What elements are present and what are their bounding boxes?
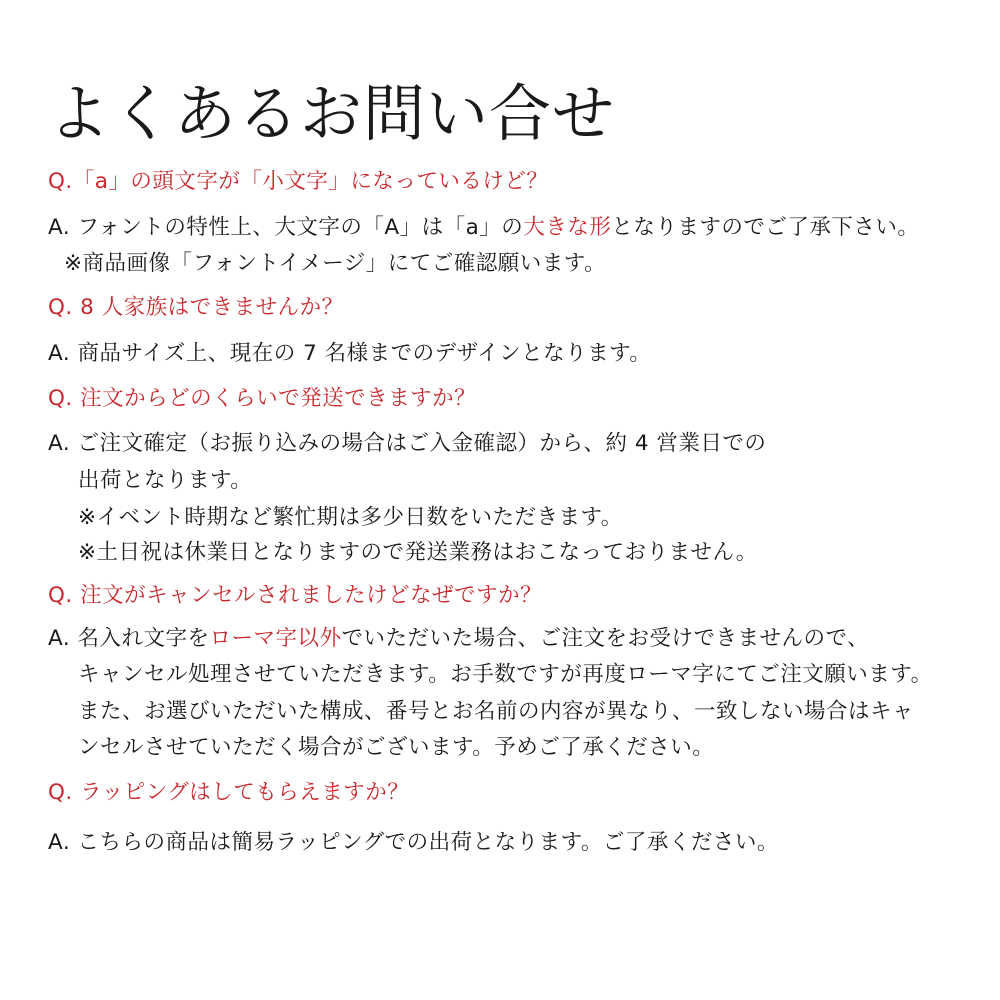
faq-answer-4-line-2: キャンセル処理させていただきます。お手数ですが再度ローマ字にてご注文願います。 — [78, 662, 933, 687]
faq-answer-4-highlight: ローマ字以外 — [209, 626, 342, 651]
faq-answer-4-line-3: また、お選びいただいた構成、番号とお名前の内容が異なり、一致しない場合はキャ — [78, 699, 915, 724]
faq-question-5: Q. ラッピングはしてもらえますか？ — [48, 780, 410, 805]
faq-answer-1-line-1 — [48, 213, 919, 243]
faq-answer-1-text-a: A. フォントの特性上、大文字の「A」は「a」の — [48, 215, 524, 240]
faq-question-4: Q. 注文がキャンセルされましたけどなぜですか？ — [48, 583, 543, 608]
faq-answer-1-highlight: 大きな形 — [523, 215, 612, 240]
faq-question-1: Q.「a」の頭文字が「小文字」になっているけど？ — [48, 169, 549, 194]
faq-answer-3-line-2: 出荷となります。 — [78, 468, 253, 493]
faq-answer-1-line-2: ※商品画像「フォントイメージ」にてご確認願います。 — [64, 251, 607, 276]
faq-question-2: Q. 8 人家族はできませんか？ — [48, 295, 344, 320]
page-title: よくあるお問い合せ — [48, 77, 616, 150]
faq-answer-4-text-a: A. 名入れ文字を — [48, 626, 210, 651]
faq-answer-5-line-1: A. こちらの商品は簡易ラッピングでの出荷となります。ご了承ください。 — [48, 830, 779, 855]
faq-answer-2-line-1: A. 商品サイズ上、現在の 7 名様までのデザインとなります。 — [48, 341, 652, 366]
faq-answer-4-text-b: でいただいた場合、ご注文をお受けできませんので、 — [341, 626, 870, 651]
faq-answer-1-text-b: となりますのでご了承下さい。 — [611, 215, 920, 240]
faq-answer-3-line-3: ※イベント時期など繁忙期は多少日数をいただきます。 — [78, 505, 623, 530]
faq-answer-3-line-4: ※土日祝は休業日となりますので発送業務はおこなっておりません。 — [78, 540, 758, 565]
faq-question-3: Q. 注文からどのくらいで発送できますか？ — [48, 386, 477, 411]
faq-answer-3-line-1: A. ご注文確定（お振り込みの場合はご入金確認）から、約 4 営業日での — [48, 431, 767, 456]
faq-answer-4-line-1 — [48, 624, 869, 654]
faq-answer-4-line-4: ンセルさせていただく場合がございます。予めご了承ください。 — [78, 735, 715, 760]
